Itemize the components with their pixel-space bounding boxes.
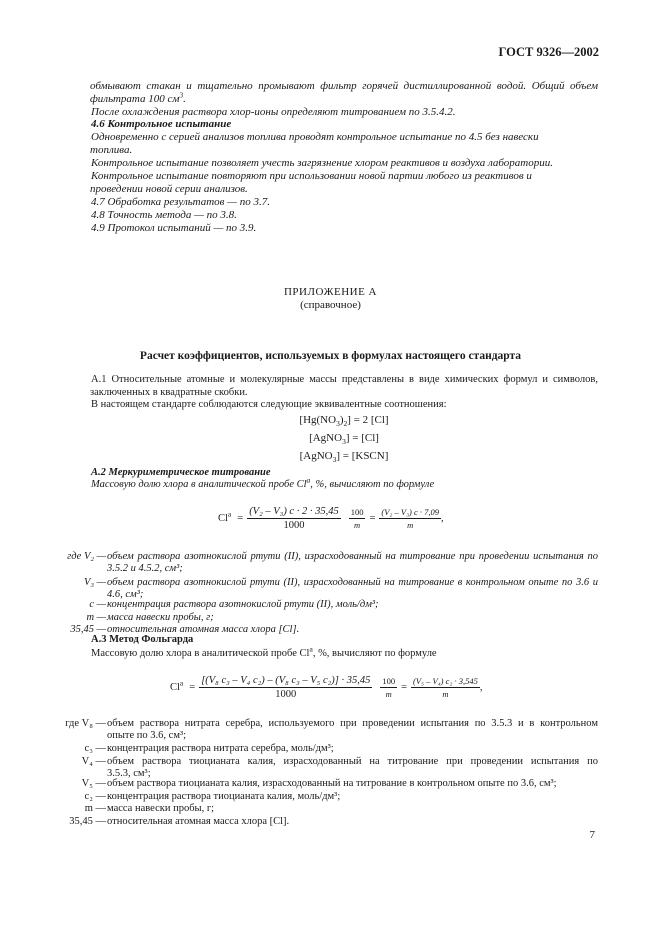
list-item: 4.7 Обработка результатов — по 3.7.: [91, 196, 270, 208]
paragraph-line: обмывают стакан и тщательно промывают фильтр горячей дистиллированной водой. Общий объем: [90, 80, 598, 92]
section-heading-a3: А.3 Метод Фольгарда: [91, 634, 194, 645]
definition-term: где V₈ —: [65, 718, 106, 729]
definition-text: объем раствора азотнокислой ртути (II), израсходованный на титрование в контрольном опыте по 3.6 и: [107, 577, 598, 588]
definition-text: объем раствора азотнокислой ртути (II), израсходованный на титрование при проведении испытания по: [107, 551, 598, 562]
paragraph-line: После охлаждения раствора хлор-ионы определяют титрованием по 3.5.4.2.: [91, 106, 456, 118]
definition-text: масса навески пробы, г;: [107, 803, 215, 814]
paragraph-line: Контрольное испытание позволяет учесть загрязнение хлором реактивов и воздуха лаборатории.: [91, 157, 554, 169]
section-heading-a2: А.2 Меркуриметрическое титрование: [91, 467, 271, 478]
definition-term: c₃ —: [84, 743, 106, 754]
equivalence-3: [AgNO$_3$] = [KSCN]: [299, 450, 389, 465]
list-item: 4.9 Протокол испытаний — по 3.9.: [91, 222, 257, 234]
paragraph-line: Одновременно с серией анализов топлива проводят контрольное испытание по 4.5 без навески: [91, 131, 539, 143]
definition-term: m —: [86, 612, 106, 623]
definition-text-continued: 3.5.2 и 4.5.2, см³;: [107, 563, 183, 574]
definition-term: 35,45 —: [70, 624, 106, 635]
definition-text-continued: 3.5.3, см³;: [107, 768, 151, 779]
definition-text-continued: опыте по 3.6, см³;: [107, 730, 187, 741]
definition-text: относительная атомная масса хлора [Cl].: [107, 624, 300, 635]
definition-term: где V₂ —: [67, 551, 106, 562]
definition-text: масса навески пробы, г;: [107, 612, 214, 623]
paragraph-line: Контрольное испытание повторяют при использовании новой партии любого из реактивов и: [91, 170, 532, 182]
appendix-title: ПРИЛОЖЕНИЕ А: [283, 286, 377, 298]
definition-text: объем раствора нитрата серебра, используемого при проведении испытания по 3.5.3 и в контрольном: [107, 718, 598, 729]
paragraph-line: Массовую долю хлора в аналитической пробе Cl$^a$, %, вычисляют по формуле: [91, 475, 435, 490]
paragraph-line: А.1 Относительные атомные и молекулярные массы представлены в виде химических формул и символов,: [91, 374, 598, 385]
document-code: ГОСТ 9326—2002: [498, 45, 599, 59]
definition-text: концентрация раствора нитрата серебра, моль/дм³;: [107, 743, 334, 754]
definition-term: V₃ —: [83, 577, 106, 588]
paragraph-line: Массовую долю хлора в аналитической пробе Cl$^a$, %, вычисляют по формуле: [91, 644, 437, 659]
paragraph-line: фильтрата 100 $см^3$.: [90, 90, 186, 105]
page-number: 7: [589, 829, 595, 841]
list-item: 4.8 Точность метода — по 3.8.: [91, 209, 237, 221]
definition-term: 35,45 —: [69, 816, 106, 827]
definition-text: относительная атомная масса хлора [Cl].: [107, 816, 290, 827]
definition-term: c₂ —: [84, 791, 106, 802]
definition-term: V₄ —: [81, 756, 106, 767]
definition-term: V₅ —: [81, 778, 106, 789]
appendix-subtitle: (справочное): [300, 299, 361, 311]
definition-text: концентрация раствора тиоцианата калия, моль/дм³;: [107, 791, 341, 802]
definition-text-continued: 4.6, см³;: [107, 589, 144, 600]
definition-term: m —: [84, 803, 106, 814]
paragraph-line: топлива.: [90, 144, 133, 156]
definition-text: концентрация раствора азотнокислой ртути (II), моль/дм³;: [107, 599, 379, 610]
section-heading-4-6: 4.6 Контрольное испытание: [91, 118, 232, 130]
formula-volhard: $Cl^a$ = $\frac{\text{[(V₈ c₃ – V₄ c₂) – (V₈ c₃ – V₅ c₂)] · 35,45}}{1000}$ $\frac{100}{m}$ = $\frac{\text{(V₅ – V₄) c₂ · 3,545}}{m}$ ,: [170, 675, 483, 700]
paragraph-line: заключенных в квадратные скобки.: [90, 387, 248, 398]
formula-mercurimetric: $Cl^a$ = $\frac{\text{(V₂ – V₃) c · 2 · 35,45}}{1000}$ $\frac{100}{m}$ = $\frac{\text{(V₂ – V₃) c · 7,09}}{m}$ ,: [218, 506, 444, 531]
appendix-heading: Расчет коэффициентов, используемых в формулах настоящего стандарта: [139, 350, 522, 362]
equivalence-2: [AgNO$_3$] = [Cl]: [309, 432, 379, 447]
paragraph-line: В настоящем стандарте соблюдаются следующие эквивалентные соотношения:: [91, 399, 447, 410]
equivalence-1: $[Hg(NO_3)_2] = 2$ [Cl]: [299, 414, 389, 429]
definition-text: объем раствора тиоцианата калия, израсходованный на титрование при проведении испытания по: [107, 756, 598, 767]
paragraph-line: проведении новой серии анализов.: [90, 183, 248, 195]
definition-term: c —: [89, 599, 106, 610]
definition-text: объем раствора тиоцианата калия, израсходованный на титрование в контрольном опыте по 3.6, см³;: [107, 778, 557, 789]
